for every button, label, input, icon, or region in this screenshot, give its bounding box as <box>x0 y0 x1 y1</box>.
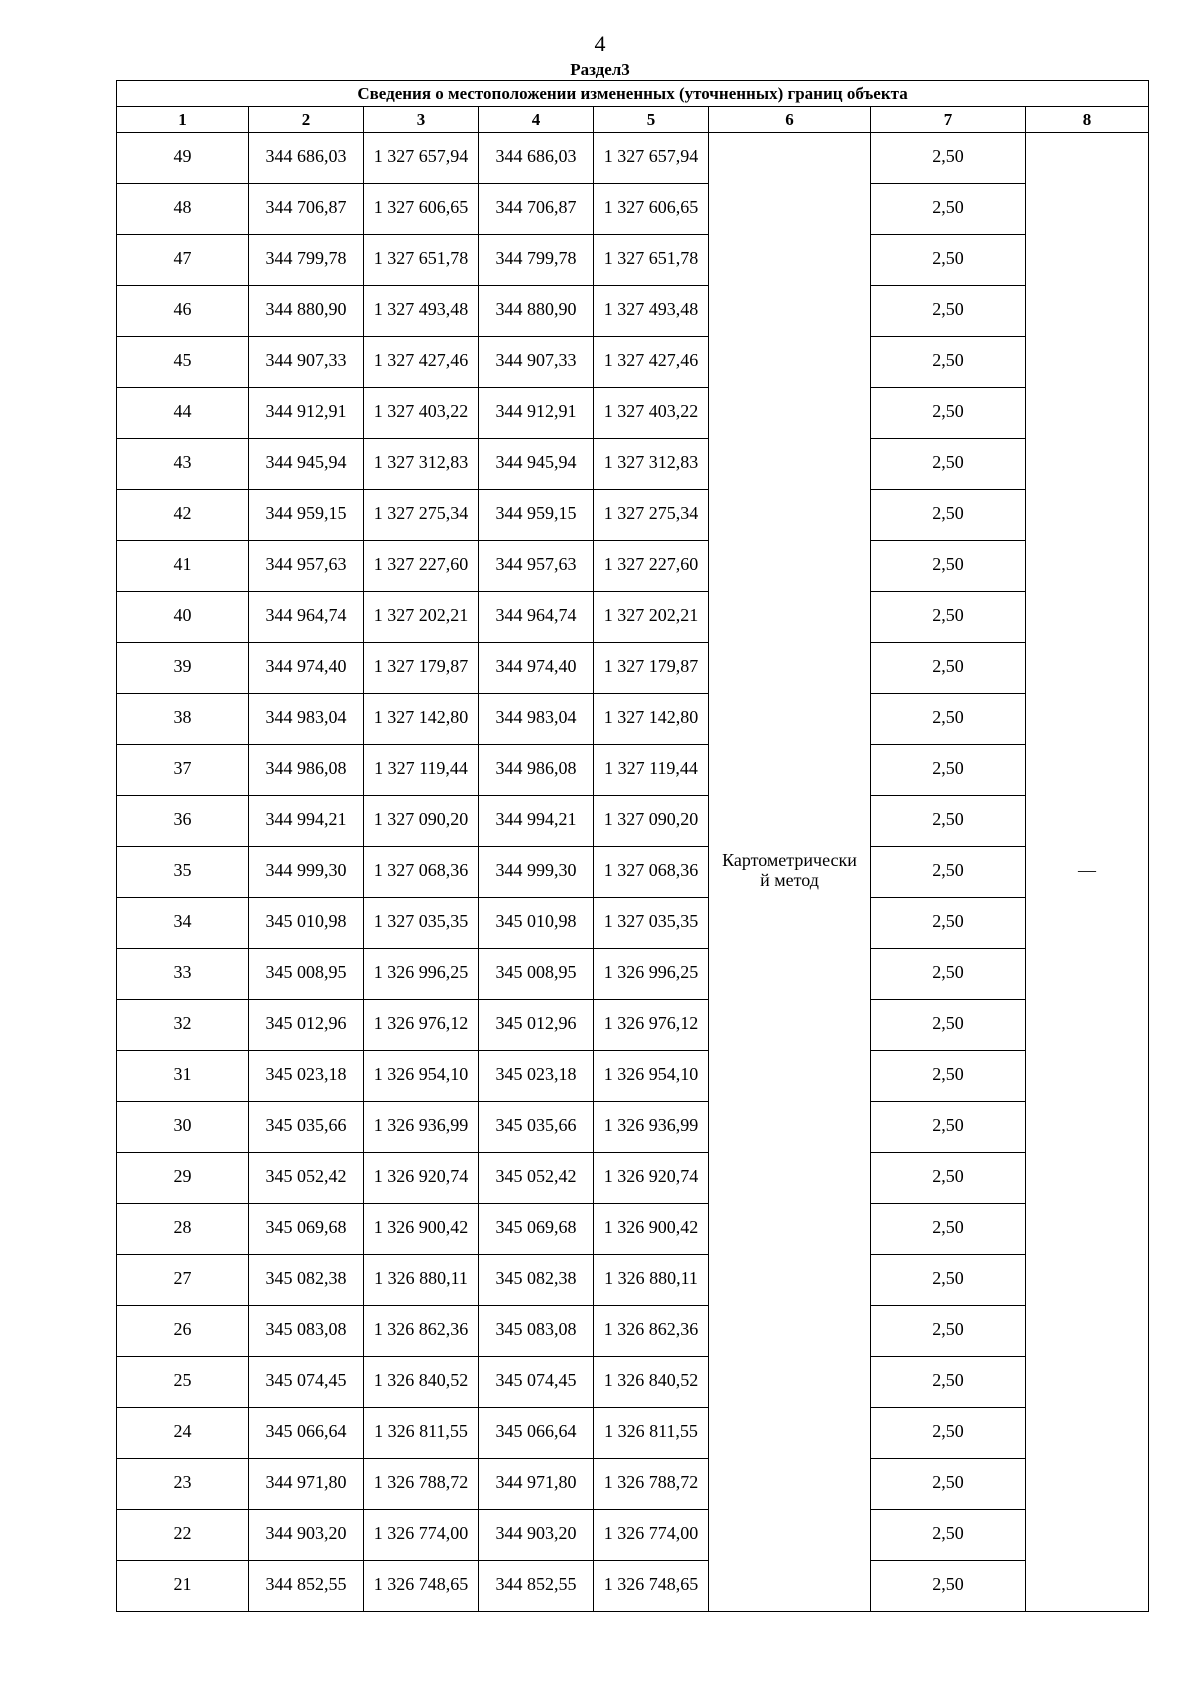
x-existing-cell: 344 945,94 <box>249 439 364 490</box>
accuracy-cell: 2,50 <box>871 694 1026 745</box>
table-row <box>117 847 1149 898</box>
x-new-cell: 344 999,30 <box>479 847 594 898</box>
point-number-cell: 35 <box>117 847 249 898</box>
y-new-cell: 1 326 900,42 <box>594 1204 709 1255</box>
point-number-cell: 29 <box>117 1153 249 1204</box>
table-row <box>117 1255 1149 1306</box>
table-row <box>117 337 1149 388</box>
y-existing-cell: 1 327 275,34 <box>364 490 479 541</box>
table-row <box>117 133 1149 184</box>
y-new-cell: 1 327 202,21 <box>594 592 709 643</box>
method-line-2: й метод <box>760 870 819 890</box>
x-new-cell: 344 880,90 <box>479 286 594 337</box>
x-existing-cell: 344 959,15 <box>249 490 364 541</box>
point-number-cell: 23 <box>117 1459 249 1510</box>
y-new-cell: 1 326 840,52 <box>594 1357 709 1408</box>
x-existing-cell: 344 983,04 <box>249 694 364 745</box>
table-body <box>117 133 1149 1612</box>
x-existing-cell: 344 974,40 <box>249 643 364 694</box>
y-new-cell: 1 326 862,36 <box>594 1306 709 1357</box>
y-existing-cell: 1 327 427,46 <box>364 337 479 388</box>
point-number-cell: 27 <box>117 1255 249 1306</box>
y-existing-cell: 1 326 811,55 <box>364 1408 479 1459</box>
x-existing-cell: 345 083,08 <box>249 1306 364 1357</box>
x-new-cell: 344 986,08 <box>479 745 594 796</box>
column-number-2: 2 <box>249 107 364 133</box>
point-number-cell: 48 <box>117 184 249 235</box>
table-row <box>117 388 1149 439</box>
y-existing-cell: 1 326 996,25 <box>364 949 479 1000</box>
table-row <box>117 1153 1149 1204</box>
x-existing-cell: 345 066,64 <box>249 1408 364 1459</box>
accuracy-cell: 2,50 <box>871 184 1026 235</box>
accuracy-cell: 2,50 <box>871 745 1026 796</box>
y-new-cell: 1 327 606,65 <box>594 184 709 235</box>
x-existing-cell: 344 852,55 <box>249 1561 364 1612</box>
x-new-cell: 345 023,18 <box>479 1051 594 1102</box>
x-existing-cell: 344 971,80 <box>249 1459 364 1510</box>
table-row <box>117 898 1149 949</box>
table-row <box>117 1357 1149 1408</box>
y-existing-cell: 1 326 840,52 <box>364 1357 479 1408</box>
y-existing-cell: 1 326 976,12 <box>364 1000 479 1051</box>
y-existing-cell: 1 327 142,80 <box>364 694 479 745</box>
x-new-cell: 344 964,74 <box>479 592 594 643</box>
accuracy-cell: 2,50 <box>871 796 1026 847</box>
x-existing-cell: 344 880,90 <box>249 286 364 337</box>
y-new-cell: 1 326 788,72 <box>594 1459 709 1510</box>
x-new-cell: 345 035,66 <box>479 1102 594 1153</box>
column-number-5: 5 <box>594 107 709 133</box>
y-existing-cell: 1 326 900,42 <box>364 1204 479 1255</box>
accuracy-cell: 2,50 <box>871 1357 1026 1408</box>
y-new-cell: 1 327 651,78 <box>594 235 709 286</box>
accuracy-cell: 2,50 <box>871 1153 1026 1204</box>
table-row <box>117 1306 1149 1357</box>
point-number-cell: 38 <box>117 694 249 745</box>
y-new-cell: 1 327 142,80 <box>594 694 709 745</box>
point-number-cell: 37 <box>117 745 249 796</box>
x-existing-cell: 345 082,38 <box>249 1255 364 1306</box>
x-new-cell: 344 957,63 <box>479 541 594 592</box>
y-new-cell: 1 326 774,00 <box>594 1510 709 1561</box>
x-new-cell: 344 799,78 <box>479 235 594 286</box>
y-new-cell: 1 327 403,22 <box>594 388 709 439</box>
y-existing-cell: 1 326 788,72 <box>364 1459 479 1510</box>
x-new-cell: 345 012,96 <box>479 1000 594 1051</box>
column-8-cell: — <box>1026 133 1149 1612</box>
table-row <box>117 439 1149 490</box>
y-existing-cell: 1 327 493,48 <box>364 286 479 337</box>
y-new-cell: 1 327 312,83 <box>594 439 709 490</box>
accuracy-cell: 2,50 <box>871 1255 1026 1306</box>
point-number-cell: 40 <box>117 592 249 643</box>
x-existing-cell: 344 999,30 <box>249 847 364 898</box>
y-new-cell: 1 326 811,55 <box>594 1408 709 1459</box>
x-new-cell: 344 983,04 <box>479 694 594 745</box>
y-existing-cell: 1 327 657,94 <box>364 133 479 184</box>
x-existing-cell: 344 957,63 <box>249 541 364 592</box>
point-number-cell: 34 <box>117 898 249 949</box>
y-existing-cell: 1 327 227,60 <box>364 541 479 592</box>
boundary-coordinates-table <box>116 80 1149 1612</box>
table-row <box>117 1000 1149 1051</box>
column-number-7: 7 <box>871 107 1026 133</box>
point-number-cell: 22 <box>117 1510 249 1561</box>
x-new-cell: 344 971,80 <box>479 1459 594 1510</box>
y-existing-cell: 1 326 936,99 <box>364 1102 479 1153</box>
x-new-cell: 345 083,08 <box>479 1306 594 1357</box>
accuracy-cell: 2,50 <box>871 1561 1026 1612</box>
accuracy-cell: 2,50 <box>871 898 1026 949</box>
method-line-1: Картометрически <box>722 850 857 870</box>
y-new-cell: 1 326 748,65 <box>594 1561 709 1612</box>
accuracy-cell: 2,50 <box>871 439 1026 490</box>
accuracy-cell: 2,50 <box>871 1408 1026 1459</box>
x-existing-cell: 345 035,66 <box>249 1102 364 1153</box>
x-new-cell: 344 706,87 <box>479 184 594 235</box>
x-existing-cell: 345 069,68 <box>249 1204 364 1255</box>
column-number-3: 3 <box>364 107 479 133</box>
point-number-cell: 43 <box>117 439 249 490</box>
accuracy-cell: 2,50 <box>871 643 1026 694</box>
accuracy-cell: 2,50 <box>871 337 1026 388</box>
point-number-cell: 24 <box>117 1408 249 1459</box>
point-number-cell: 44 <box>117 388 249 439</box>
y-existing-cell: 1 326 954,10 <box>364 1051 479 1102</box>
y-existing-cell: 1 326 862,36 <box>364 1306 479 1357</box>
point-number-cell: 39 <box>117 643 249 694</box>
x-existing-cell: 344 907,33 <box>249 337 364 388</box>
x-existing-cell: 344 986,08 <box>249 745 364 796</box>
y-new-cell: 1 326 976,12 <box>594 1000 709 1051</box>
column-number-6: 6 <box>709 107 871 133</box>
y-existing-cell: 1 327 202,21 <box>364 592 479 643</box>
accuracy-cell: 2,50 <box>871 235 1026 286</box>
point-number-cell: 32 <box>117 1000 249 1051</box>
y-existing-cell: 1 327 179,87 <box>364 643 479 694</box>
x-new-cell: 344 974,40 <box>479 643 594 694</box>
column-number-1: 1 <box>117 107 249 133</box>
table-row <box>117 745 1149 796</box>
table-row <box>117 541 1149 592</box>
x-existing-cell: 345 074,45 <box>249 1357 364 1408</box>
accuracy-cell: 2,50 <box>871 1102 1026 1153</box>
point-number-cell: 33 <box>117 949 249 1000</box>
y-existing-cell: 1 327 090,20 <box>364 796 479 847</box>
table-row <box>117 184 1149 235</box>
y-new-cell: 1 327 493,48 <box>594 286 709 337</box>
x-new-cell: 345 082,38 <box>479 1255 594 1306</box>
y-existing-cell: 1 327 068,36 <box>364 847 479 898</box>
x-new-cell: 344 994,21 <box>479 796 594 847</box>
y-new-cell: 1 326 920,74 <box>594 1153 709 1204</box>
point-number-cell: 45 <box>117 337 249 388</box>
y-existing-cell: 1 326 920,74 <box>364 1153 479 1204</box>
x-existing-cell: 344 686,03 <box>249 133 364 184</box>
x-new-cell: 344 959,15 <box>479 490 594 541</box>
y-new-cell: 1 327 068,36 <box>594 847 709 898</box>
accuracy-cell: 2,50 <box>871 1306 1026 1357</box>
method-cell <box>709 133 871 1612</box>
table-row <box>117 592 1149 643</box>
y-existing-cell: 1 327 035,35 <box>364 898 479 949</box>
point-number-cell: 26 <box>117 1306 249 1357</box>
x-new-cell: 345 069,68 <box>479 1204 594 1255</box>
x-new-cell: 344 907,33 <box>479 337 594 388</box>
table-row <box>117 1510 1149 1561</box>
y-existing-cell: 1 326 748,65 <box>364 1561 479 1612</box>
y-new-cell: 1 327 275,34 <box>594 490 709 541</box>
x-existing-cell: 345 010,98 <box>249 898 364 949</box>
accuracy-cell: 2,50 <box>871 1459 1026 1510</box>
y-existing-cell: 1 326 774,00 <box>364 1510 479 1561</box>
y-new-cell: 1 326 936,99 <box>594 1102 709 1153</box>
x-new-cell: 345 066,64 <box>479 1408 594 1459</box>
table-row <box>117 1051 1149 1102</box>
point-number-cell: 41 <box>117 541 249 592</box>
point-number-cell: 42 <box>117 490 249 541</box>
accuracy-cell: 2,50 <box>871 133 1026 184</box>
table-row <box>117 1204 1149 1255</box>
accuracy-cell: 2,50 <box>871 949 1026 1000</box>
y-new-cell: 1 327 119,44 <box>594 745 709 796</box>
point-number-cell: 21 <box>117 1561 249 1612</box>
point-number-cell: 31 <box>117 1051 249 1102</box>
table-row <box>117 694 1149 745</box>
x-new-cell: 345 010,98 <box>479 898 594 949</box>
x-new-cell: 344 852,55 <box>479 1561 594 1612</box>
y-new-cell: 1 327 179,87 <box>594 643 709 694</box>
column-number-4: 4 <box>479 107 594 133</box>
table-row <box>117 235 1149 286</box>
y-existing-cell: 1 327 651,78 <box>364 235 479 286</box>
x-new-cell: 344 686,03 <box>479 133 594 184</box>
section-label: Раздел3 <box>570 60 630 79</box>
point-number-cell: 47 <box>117 235 249 286</box>
y-existing-cell: 1 327 606,65 <box>364 184 479 235</box>
y-existing-cell: 1 326 880,11 <box>364 1255 479 1306</box>
accuracy-cell: 2,50 <box>871 541 1026 592</box>
table-row <box>117 949 1149 1000</box>
x-existing-cell: 345 023,18 <box>249 1051 364 1102</box>
table-row <box>117 286 1149 337</box>
x-existing-cell: 345 012,96 <box>249 1000 364 1051</box>
accuracy-cell: 2,50 <box>871 388 1026 439</box>
accuracy-cell: 2,50 <box>871 1051 1026 1102</box>
x-new-cell: 344 903,20 <box>479 1510 594 1561</box>
table-row <box>117 1459 1149 1510</box>
table-row <box>117 796 1149 847</box>
table-title: Сведения о местоположении измененных (уточненных) границ объекта <box>117 81 1149 107</box>
x-existing-cell: 345 008,95 <box>249 949 364 1000</box>
accuracy-cell: 2,50 <box>871 1510 1026 1561</box>
x-new-cell: 345 074,45 <box>479 1357 594 1408</box>
accuracy-cell: 2,50 <box>871 286 1026 337</box>
x-existing-cell: 344 706,87 <box>249 184 364 235</box>
x-existing-cell: 344 912,91 <box>249 388 364 439</box>
y-new-cell: 1 327 427,46 <box>594 337 709 388</box>
x-new-cell: 345 008,95 <box>479 949 594 1000</box>
table-row <box>117 1408 1149 1459</box>
column-number-8: 8 <box>1026 107 1149 133</box>
point-number-cell: 49 <box>117 133 249 184</box>
accuracy-cell: 2,50 <box>871 1204 1026 1255</box>
y-new-cell: 1 326 954,10 <box>594 1051 709 1102</box>
y-new-cell: 1 327 227,60 <box>594 541 709 592</box>
table-row <box>117 1102 1149 1153</box>
y-new-cell: 1 326 996,25 <box>594 949 709 1000</box>
x-existing-cell: 344 964,74 <box>249 592 364 643</box>
table-row <box>117 1561 1149 1612</box>
point-number-cell: 28 <box>117 1204 249 1255</box>
y-new-cell: 1 327 090,20 <box>594 796 709 847</box>
accuracy-cell: 2,50 <box>871 1000 1026 1051</box>
point-number-cell: 46 <box>117 286 249 337</box>
x-new-cell: 344 945,94 <box>479 439 594 490</box>
x-existing-cell: 344 799,78 <box>249 235 364 286</box>
y-existing-cell: 1 327 312,83 <box>364 439 479 490</box>
y-new-cell: 1 327 657,94 <box>594 133 709 184</box>
x-existing-cell: 344 994,21 <box>249 796 364 847</box>
x-new-cell: 344 912,91 <box>479 388 594 439</box>
point-number-cell: 36 <box>117 796 249 847</box>
y-existing-cell: 1 327 119,44 <box>364 745 479 796</box>
table-row <box>117 643 1149 694</box>
accuracy-cell: 2,50 <box>871 490 1026 541</box>
y-new-cell: 1 327 035,35 <box>594 898 709 949</box>
page-number: 4 <box>594 31 606 56</box>
point-number-cell: 25 <box>117 1357 249 1408</box>
x-existing-cell: 344 903,20 <box>249 1510 364 1561</box>
y-existing-cell: 1 327 403,22 <box>364 388 479 439</box>
accuracy-cell: 2,50 <box>871 592 1026 643</box>
accuracy-cell: 2,50 <box>871 847 1026 898</box>
point-number-cell: 30 <box>117 1102 249 1153</box>
x-existing-cell: 345 052,42 <box>249 1153 364 1204</box>
x-new-cell: 345 052,42 <box>479 1153 594 1204</box>
y-new-cell: 1 326 880,11 <box>594 1255 709 1306</box>
table-row <box>117 490 1149 541</box>
